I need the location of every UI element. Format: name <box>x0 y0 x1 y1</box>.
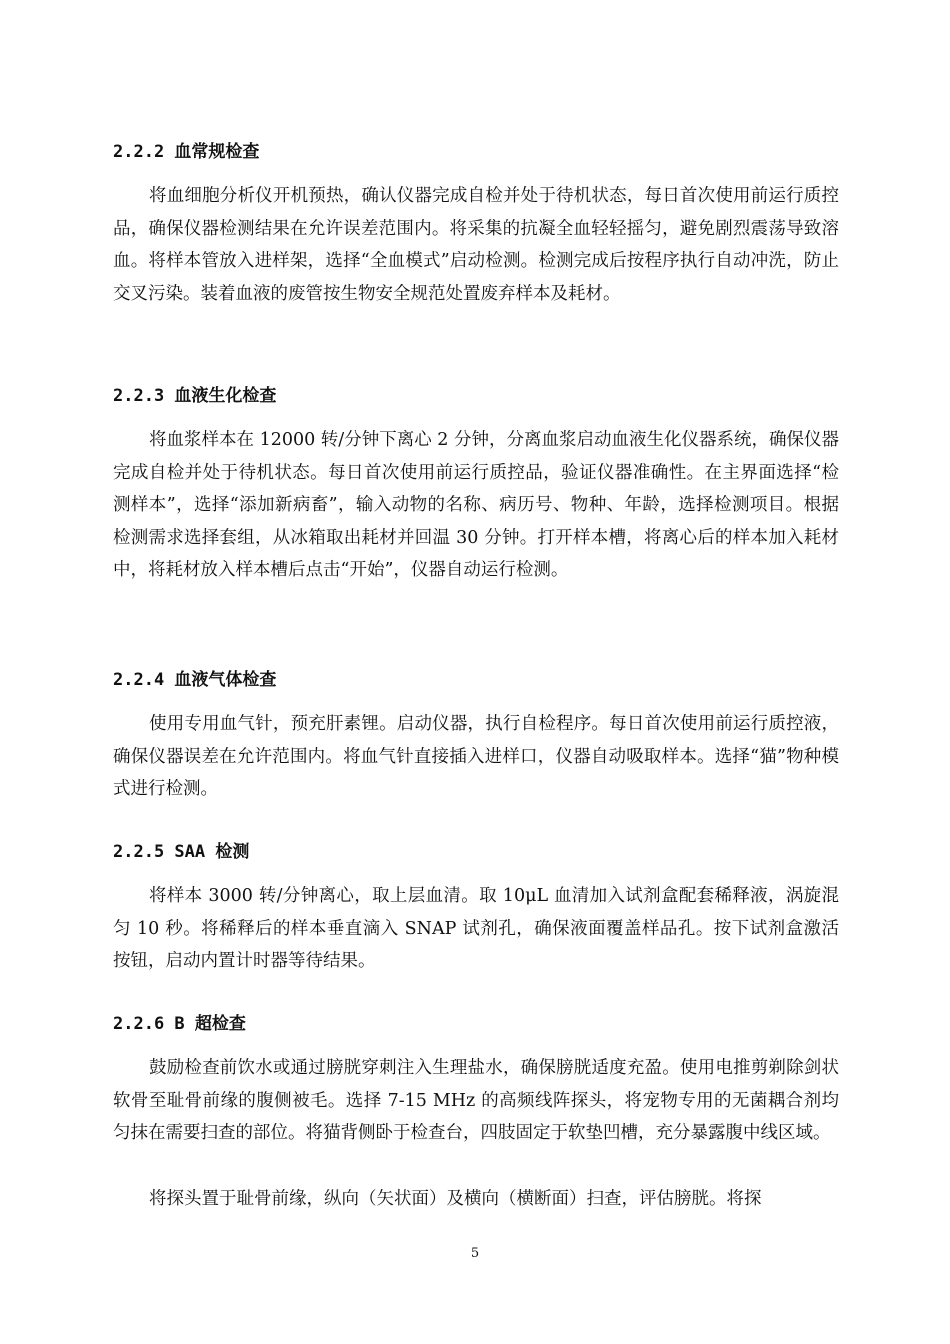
section-heading: 2.2.4 血液气体检查 <box>113 670 277 690</box>
section-heading: 2.2.5 SAA 检测 <box>113 842 250 862</box>
paragraph: 将探头置于耻骨前缘，纵向（矢状面）及横向（横断面）扫查，评估膀胱。将探 <box>149 1189 762 1209</box>
paragraph: 鼓励检查前饮水或通过膀胱穿刺注入生理盐水，确保膀胱适度充盈。使用电推剪剃除剑状软骨至耻骨前缘的腹侧被毛。选择 7-15 MHz 的高频线阵探头，将宠物专用的无菌耦合剂均匀抹在需要扫查的部位。将猫背侧卧于检查台，四肢固定于软垫凹槽，充分暴露腹中线区域。 <box>113 1058 839 1144</box>
paragraph: 将血浆样本在 12000 转/分钟下离心 2 分钟，分离血浆启动血液生化仪器系统，确保仪器完成自检并处于待机状态。每日首次使用前运行质控品，验证仪器准确性。在主界面选择“检测样本”，选择“添加新病畜”，输入动物的名称、病历号、物种、年龄，选择检测项目。根据检测需求选择套组，从冰箱取出耗材并回温 30 分钟。打开样本槽，将离心后的样本加入耗材中，将耗材放入样本槽后点击“开始”，仪器自动运行检测。 <box>113 430 839 581</box>
paragraph: 将血细胞分析仪开机预热，确认仪器完成自检并处于待机状态，每日首次使用前运行质控品，确保仪器检测结果在允许误差范围内。将采集的抗凝全血轻轻摇匀，避免剧烈震荡导致溶血。将样本管放入进样架，选择“全血模式”启动检测。检测完成后按程序执行自动冲洗，防止交叉污染。装着血液的废管按生物安全规范处置废弃样本及耗材。 <box>113 186 839 304</box>
page-number: 5 <box>470 1246 480 1261</box>
section-heading: 2.2.2 血常规检查 <box>113 142 260 162</box>
paragraph: 使用专用血气针，预充肝素锂。启动仪器，执行自检程序。每日首次使用前运行质控液，确保仪器误差在允许范围内。将血气针直接插入进样口，仪器自动吸取样本。选择“猫”物种模式进行检测。 <box>113 714 839 800</box>
section-heading: 2.2.3 血液生化检查 <box>113 386 277 406</box>
section-heading: 2.2.6 B 超检查 <box>113 1014 246 1034</box>
paragraph: 将样本 3000 转/分钟离心，取上层血清。取 10μL 血清加入试剂盒配套稀释液，涡旋混匀 10 秒。将稀释后的样本垂直滴入 SNAP 试剂孔，确保液面覆盖样品孔。按下试剂盒激活按钮，启动内置计时器等待结果。 <box>113 886 839 972</box>
